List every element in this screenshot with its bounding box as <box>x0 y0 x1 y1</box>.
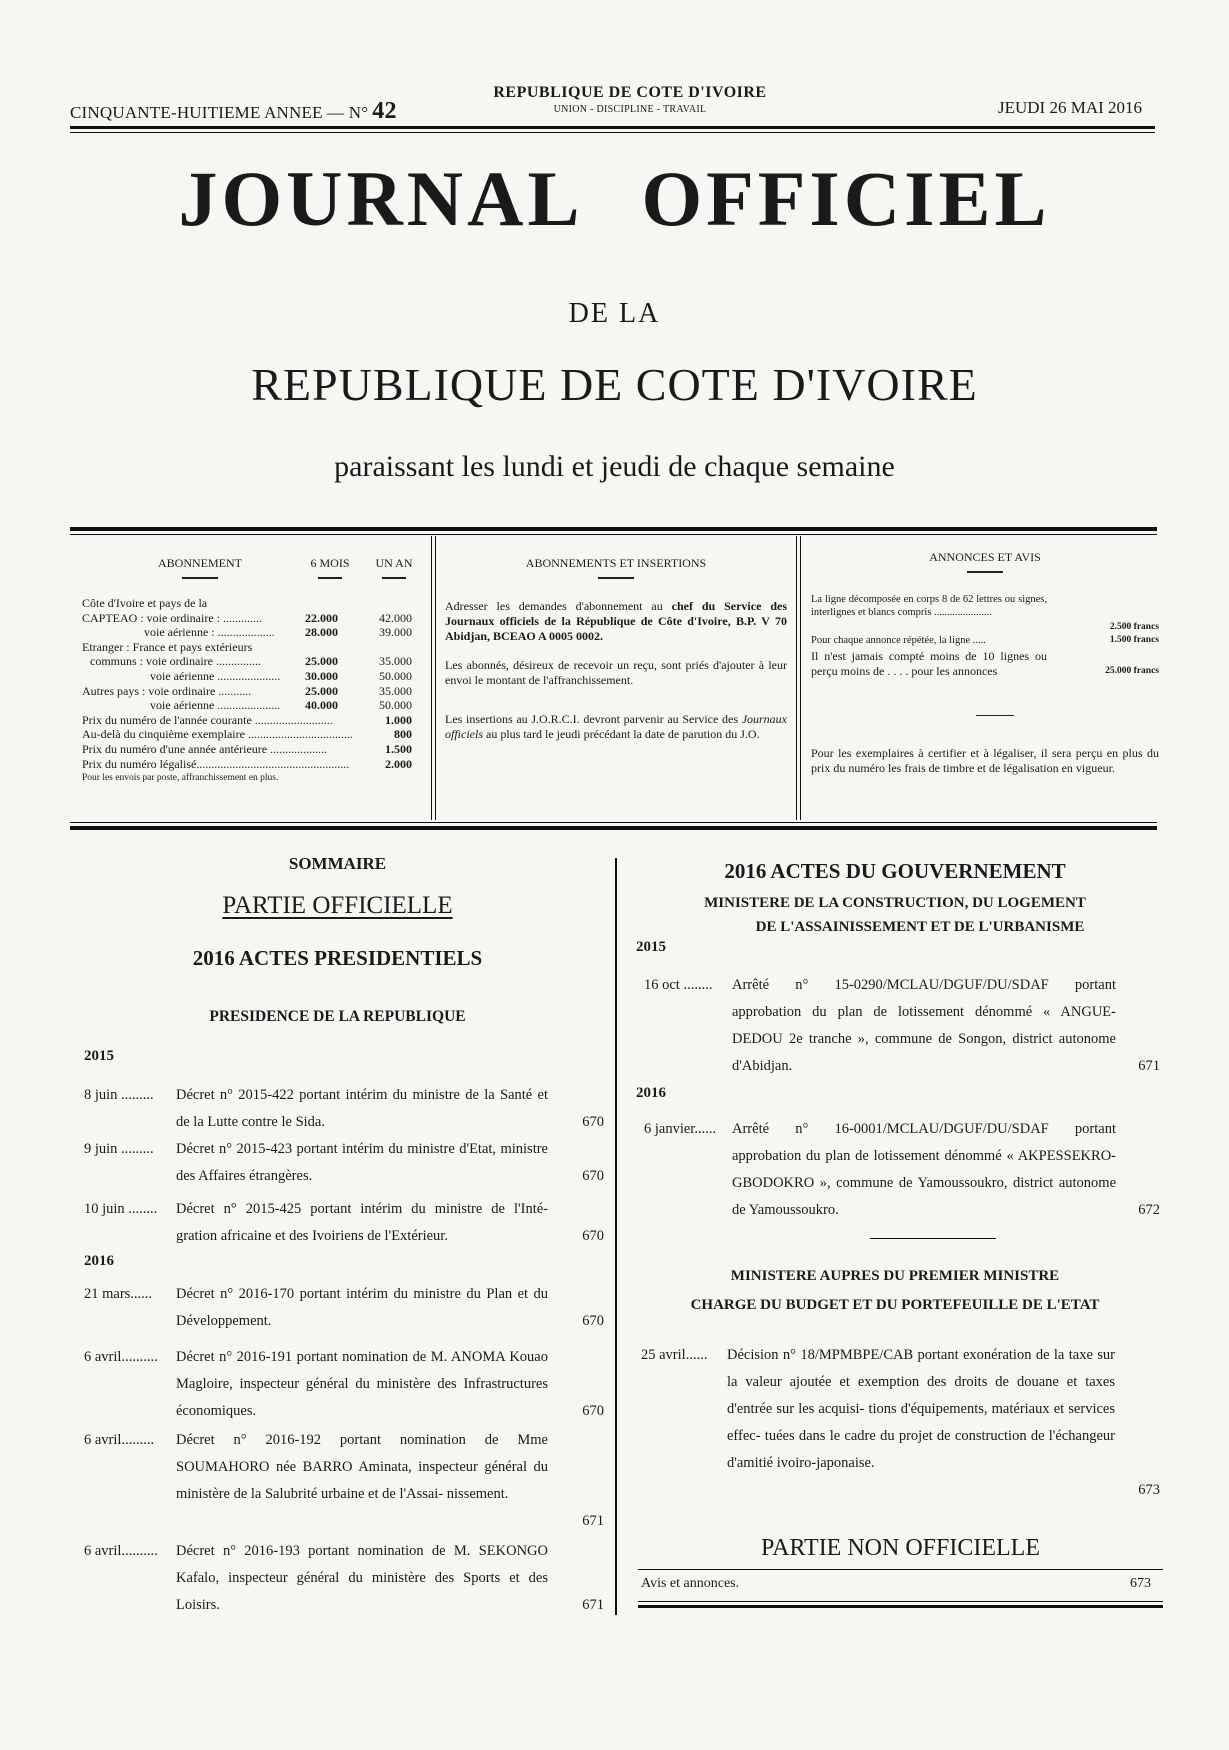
entry-date: 16 oct ........ <box>644 977 713 993</box>
title-journal: JOURNAL <box>178 155 584 242</box>
insertions-p2: Les abonnés, désireux de recevoir un reçu, sont priés d'ajouter à leur envoi le montant de l'affranchissement. <box>445 657 787 687</box>
rate-six-months: 22.000 <box>305 610 338 625</box>
entry-page: 670 <box>582 1403 604 1419</box>
entry-date: 9 juin ......... <box>84 1141 154 1157</box>
summary-entry <box>641 1342 1160 1504</box>
summary-entry <box>84 1136 604 1190</box>
box-bottom-rule-thin <box>70 822 1157 823</box>
price-row <box>82 727 422 742</box>
entry-page: 670 <box>582 1228 604 1244</box>
summary-entry <box>644 972 1160 1080</box>
rate-label: CAPTEAO : voie ordinaire : ............. <box>82 610 262 625</box>
rate-row <box>82 625 422 640</box>
rate-row <box>82 596 422 611</box>
title-officiel: OFFICIEL <box>641 155 1051 242</box>
insertions-p3 <box>445 712 787 742</box>
rate-one-year: 42.000 <box>379 610 412 625</box>
non-officielle-rule <box>638 1569 1163 1570</box>
summary-entry <box>84 1344 604 1425</box>
rate-row <box>82 611 422 626</box>
insertions-p3-a: Les insertions au J.O.R.C.I. devront parvenir au Service des <box>445 711 738 726</box>
entry-text: Décret n° 2016-191 portant nomination de M. ANOMA Kouao Magloire, inspecteur général du ministère des Infrastructures économiques. <box>176 1349 548 1419</box>
entry-text: Décret n° 2016-170 portant intérim du ministre du Plan et du Développement. <box>176 1286 548 1329</box>
entry-text: Décret n° 2015-422 portant intérim du ministre de la Santé et de la Lutte contre le Sida. <box>176 1087 548 1130</box>
rate-label: Etranger : France et pays extérieurs <box>82 639 253 654</box>
annonces-price2: 1.500 francs <box>1109 634 1159 645</box>
box-top-rule <box>70 527 1157 531</box>
summary-entry <box>84 1538 604 1619</box>
bottom-rule <box>638 1605 1163 1608</box>
entry-page: 673 <box>1138 1482 1160 1498</box>
summary-entry <box>84 1281 604 1335</box>
entry-text: Décret n° 2015-425 portant intérim du ministre de l'Inté- gration africaine et des Ivoiriens de l'Extérieur. <box>176 1201 548 1244</box>
rate-six-months: 30.000 <box>305 668 338 683</box>
ministry-budget-l2: CHARGE DU BUDGET ET DU PORTEFEUILLE DE L'ETAT <box>690 1297 1100 1313</box>
national-motto: UNION - DISCIPLINE - TRAVAIL <box>553 104 707 115</box>
summary-entry <box>84 1196 604 1250</box>
entry-text: Décret n° 2016-192 portant nomination de Mme SOUMAHORO née BARRO Aminata, inspecteur général du ministère de la Salubrité urbaine et de l'Assai- nissement. <box>176 1432 548 1502</box>
annonces-rates <box>811 593 1159 715</box>
header-rule <box>70 126 1155 129</box>
rates-table <box>82 596 422 713</box>
entry-date: 25 avril...... <box>641 1347 708 1363</box>
annonces-divider <box>976 715 1014 717</box>
entry-date: 6 avril......... <box>84 1432 155 1448</box>
right-year-2015: 2015 <box>636 939 666 955</box>
annonces-underline <box>967 571 1003 573</box>
price-value: 2.000 <box>385 756 412 771</box>
entry-page: 671 <box>582 1597 604 1613</box>
ministry-budget-l1: MINISTERE AUPRES DU PREMIER MINISTRE <box>730 1268 1060 1284</box>
box-top-rule-thin <box>70 534 1157 535</box>
insertions-p1 <box>445 599 787 644</box>
insertions-p1-a: Adresser les demandes d'abonnement au <box>445 598 663 613</box>
entry-date: 8 juin ......... <box>84 1087 154 1103</box>
price-row <box>82 742 422 757</box>
price-value: 800 <box>394 727 412 742</box>
rates-header-six-months: 6 MOIS <box>310 556 350 570</box>
annonces-line2: Pour chaque annonce répétée, la ligne ..... <box>811 634 986 646</box>
rate-one-year: 50.000 <box>379 668 412 683</box>
rates-header-label: ABONNEMENT <box>158 556 242 570</box>
insertions-p3-c: au plus tard le jeudi précédant la date de parution du J.O. <box>486 726 760 741</box>
rate-row <box>82 698 422 713</box>
rates-header-one-year: UN AN <box>375 556 413 570</box>
header-rule-thin <box>70 132 1155 133</box>
entry-page: 670 <box>582 1168 604 1184</box>
annonces-title: ANNONCES ET AVIS <box>929 550 1041 564</box>
rate-row <box>82 654 422 669</box>
entry-page: 672 <box>1138 1202 1160 1218</box>
header-underline <box>182 577 218 579</box>
ministry-separator <box>870 1238 996 1239</box>
insertions-underline <box>598 577 634 579</box>
entry-text: Arrêté n° 16-0001/MCLAU/DGUF/DU/SDAF portant approbation du plan de lotissement dénommé « AKPESSEKRO-GBODOKRO », commune de Yamoussoukro, district autonome de Yamoussoukro. <box>732 1121 1116 1218</box>
bottom-rule-thin <box>638 1601 1163 1602</box>
insertions-p1-b: chef du Service des Journaux officiels de la République de Côte d'Ivoire, B.P. V 70 Abidjan, BCEAO A 0005 0002. <box>445 598 787 643</box>
postal-note: Pour les envois par poste, affranchissement en plus. <box>82 773 279 784</box>
ministry-construction-l1: MINISTERE DE LA CONSTRUCTION, DU LOGEMENT <box>704 895 1086 911</box>
annonces-price1: 2.500 francs <box>1109 621 1159 632</box>
actes-presidentiels-heading: 2016 ACTES PRESIDENTIELS <box>192 946 483 970</box>
entry-date: 21 mars...... <box>84 1286 153 1302</box>
header-republic <box>470 84 790 115</box>
box-bottom-rule <box>70 826 1157 830</box>
entry-page: 670 <box>582 1114 604 1130</box>
price-row <box>82 757 422 772</box>
title-republic: REPUBLIQUE DE COTE D'IVOIRE <box>251 359 978 410</box>
box-divider-2b <box>800 536 801 820</box>
rate-label: voie aérienne : ................... <box>144 625 275 640</box>
insertions-title: ABONNEMENTS ET INSERTIONS <box>525 556 707 570</box>
price-label: Prix du numéro de l'année courante .......................... <box>82 712 333 727</box>
issue-date: JEUDI 26 MAI 2016 <box>998 98 1143 117</box>
partie-non-officielle-heading: PARTIE NON OFFICIELLE <box>760 1535 1040 1561</box>
rate-row <box>82 669 422 684</box>
rate-one-year: 35.000 <box>379 654 412 669</box>
box-divider-1b <box>435 536 436 820</box>
sommaire-heading: SOMMAIRE <box>288 854 387 873</box>
price-label: Prix du numéro légalisé................................................... <box>82 756 350 771</box>
entry-date: 6 avril.......... <box>84 1349 158 1365</box>
header-underline <box>318 577 342 579</box>
right-year-2016: 2016 <box>636 1085 666 1101</box>
left-year-2016: 2016 <box>84 1253 114 1269</box>
price-label: Au-delà du cinquième exemplaire ................................... <box>82 727 353 742</box>
summary-entry <box>84 1082 604 1136</box>
year-label: CINQUANTE-HUITIEME ANNEE — N° <box>70 103 369 122</box>
partie-officielle-wrap <box>70 892 605 920</box>
price-row <box>82 713 422 728</box>
rate-row <box>82 640 422 655</box>
rate-six-months: 40.000 <box>305 698 338 713</box>
presidence-heading: PRESIDENCE DE LA REPUBLIQUE <box>209 1008 466 1025</box>
annonces-column <box>811 550 1159 776</box>
annonces-certify: Pour les exemplaires à certifier et à légaliser, il sera perçu en plus du prix du numéro les frais de timbre et de légalisation en vigueur. <box>811 746 1159 775</box>
rate-six-months: 25.000 <box>305 683 338 698</box>
entry-text: Décision n° 18/MPMBPE/CAB portant exonération de la taxe sur la valeur ajoutée et exemption des droits de douane et taxes d'entrée sur les acquisi- tions d'équipements, matériaux et services effec- tuées dans le cadre du projet de construction de l'échangeur d'amitié ivoiro-japonaise. <box>727 1347 1115 1471</box>
column-divider <box>615 858 617 1615</box>
issue-label <box>70 98 397 125</box>
title-de-la: DE LA <box>568 298 661 329</box>
price-label: Prix du numéro d'une année antérieure ................... <box>82 741 328 756</box>
rate-label: Côte d'Ivoire et pays de la <box>82 596 208 610</box>
insertions-column <box>445 556 787 742</box>
single-issue-prices <box>82 713 422 771</box>
box-divider-1a <box>431 536 432 820</box>
entry-text: Décret n° 2016-193 portant nomination de M. SEKONGO Kafalo, inspecteur général du ministère des Sports et des Loisirs. <box>176 1543 548 1613</box>
entry-date: 10 juin ........ <box>84 1201 158 1217</box>
annonces-price3: 25.000 francs <box>1105 665 1159 676</box>
summary-entry <box>84 1427 604 1535</box>
issue-number: 42 <box>372 98 397 124</box>
entry-page: 670 <box>582 1313 604 1329</box>
publication-frequency: paraissant les lundi et jeudi de chaque semaine <box>334 450 895 483</box>
avis-annonces-page: 673 <box>1130 1576 1151 1591</box>
rate-label: voie aérienne ..................... <box>150 698 281 713</box>
left-year-2015: 2015 <box>84 1048 114 1064</box>
entry-page: 671 <box>582 1513 604 1529</box>
rate-label: voie aérienne ..................... <box>150 668 281 683</box>
rate-one-year: 35.000 <box>379 683 412 698</box>
rate-six-months: 25.000 <box>305 654 338 669</box>
insertions-p3-b: Journaux officiels <box>445 711 788 741</box>
rate-one-year: 50.000 <box>379 698 412 713</box>
box-divider-2a <box>796 536 797 820</box>
entry-text: Arrêté n° 15-0290/MCLAU/DGUF/DU/SDAF portant approbation du plan de lotissement dénommé « ANGUE- DEDOU 2e tranche », commune de Songon, district autonome d'Abidjan. <box>732 977 1116 1074</box>
journal-title <box>0 155 1229 242</box>
annonces-line1: La ligne décomposée en corps 8 de 62 lettres ou signes, interlignes et blancs compris ...................... <box>811 593 1047 618</box>
subscription-rates <box>82 556 422 785</box>
entry-page: 671 <box>1138 1058 1160 1074</box>
ministry-construction-l2: DE L'ASSAINISSEMENT ET DE L'URBANISME <box>755 919 1085 935</box>
header-underline <box>382 577 406 579</box>
header-republic-name: REPUBLIQUE DE COTE D'IVOIRE <box>493 84 767 101</box>
entry-date: 6 avril.......... <box>84 1543 158 1559</box>
price-value: 1.000 <box>385 712 412 727</box>
partie-officielle-heading: PARTIE OFFICIELLE <box>222 892 453 919</box>
entry-text: Décret n° 2015-423 portant intérim du ministre d'Etat, ministre des Affaires étrangères. <box>176 1141 548 1184</box>
avis-annonces-label: Avis et annonces. <box>641 1576 740 1591</box>
rate-one-year: 39.000 <box>379 625 412 640</box>
summary-entry <box>644 1116 1160 1224</box>
rate-row <box>82 684 422 699</box>
price-value: 1.500 <box>385 741 412 756</box>
rate-label: communs : voie ordinaire ............... <box>90 654 261 669</box>
actes-gouvernement-heading: 2016 ACTES DU GOUVERNEMENT <box>724 859 1066 883</box>
entry-date: 6 janvier...... <box>644 1121 717 1137</box>
annonces-line3: Il n'est jamais compté moins de 10 lignes ou perçu moins de . . . . pour les annonces <box>811 648 1047 678</box>
rate-label: Autres pays : voie ordinaire ........... <box>82 683 252 698</box>
rate-six-months: 28.000 <box>305 625 338 640</box>
